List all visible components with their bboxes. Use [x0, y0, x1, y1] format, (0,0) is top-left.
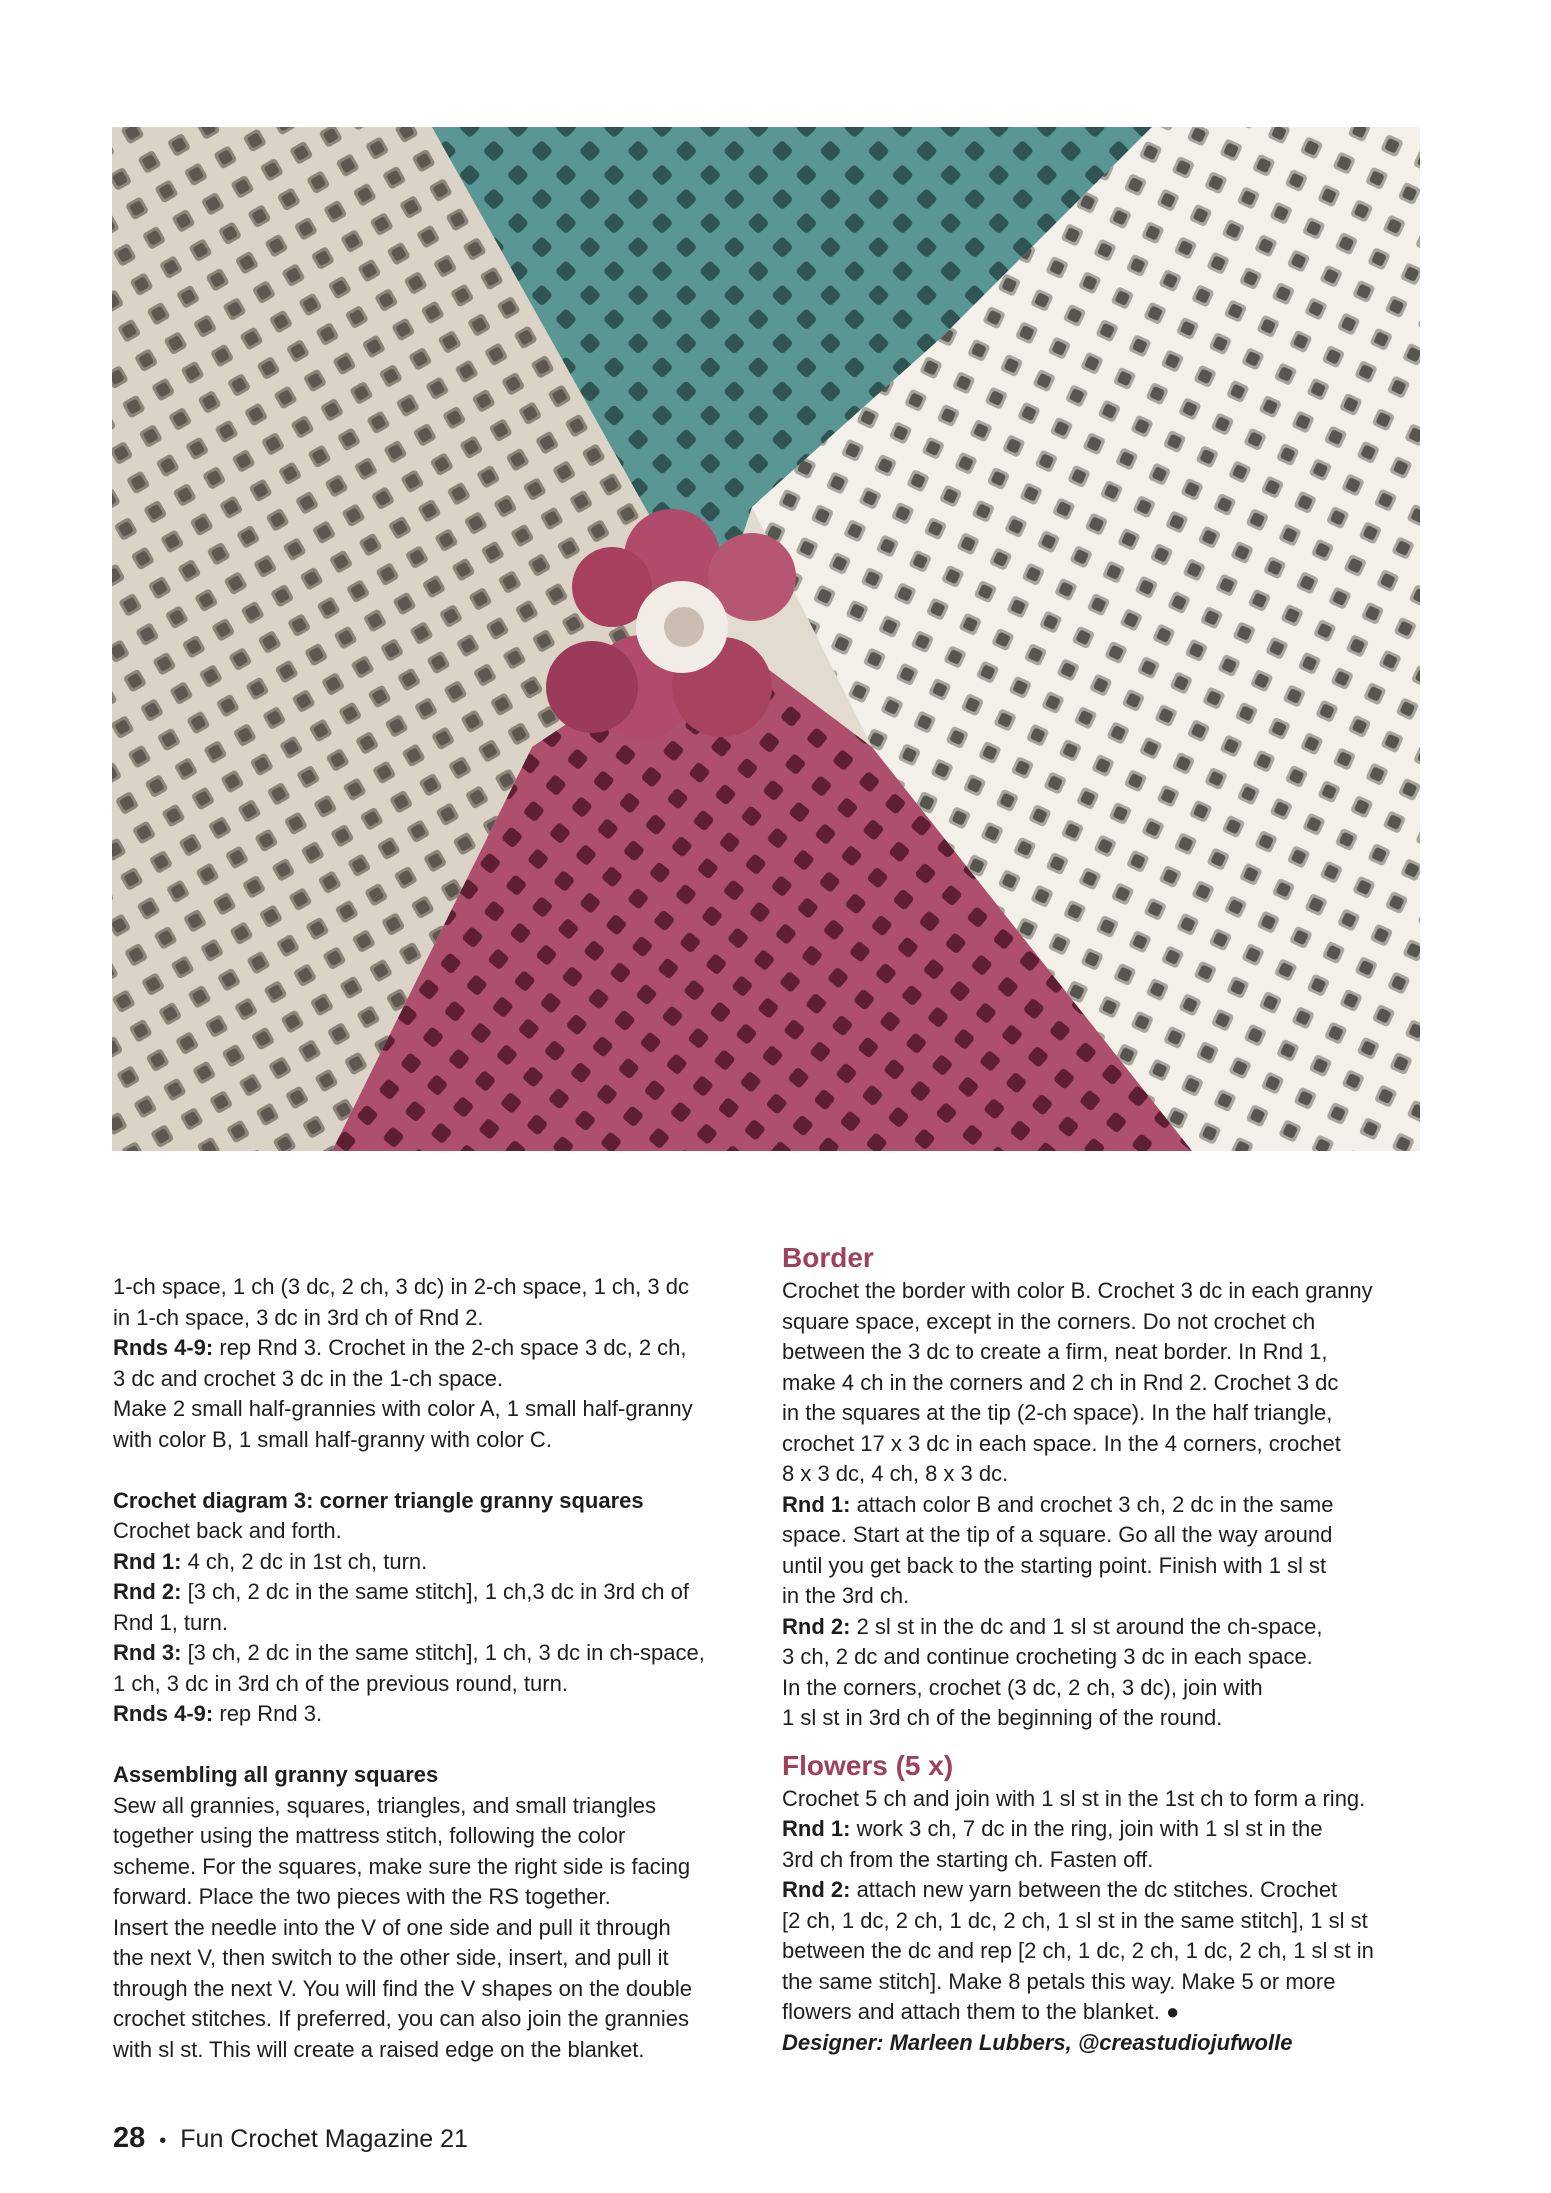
- b-rnd2: [782, 1612, 1422, 1643]
- assembling-title: Assembling all granny squares: [113, 1762, 439, 1787]
- border-line: Crochet the border with color B. Crochet 3 dc in each granny: [782, 1278, 1373, 1303]
- d3-rnd2-label: Rnd 2:: [113, 1579, 182, 1604]
- d3-rnd3: [113, 1638, 753, 1669]
- flowers-heading: Flowers (5 x): [782, 1749, 954, 1781]
- b-rnd1-text: attach color B and crochet 3 ch, 2 dc in the same: [850, 1491, 1334, 1517]
- assembling-line: Insert the needle into the V of one side and pull it through: [113, 1914, 671, 1940]
- intro-line-1: 1-ch space, 1 ch (3 dc, 2 ch, 3 dc) in 2-ch space, 1 ch, 3 dc: [113, 1274, 689, 1299]
- d3-rnds-4-9: [113, 1699, 753, 1730]
- d3-rnds-4-9-label: Rnds 4-9:: [113, 1701, 214, 1726]
- b-rnd2-cont: 1 sl st in 3rd ch of the beginning of the round.: [782, 1705, 1223, 1730]
- right-column: [782, 1240, 1422, 2058]
- flowers-intro: Crochet 5 ch and join with 1 sl st in the 1st ch to form a ring.: [782, 1785, 1366, 1811]
- assembling-line: crochet stitches. If preferred, you can also join the grannies: [113, 2006, 689, 2031]
- border-line: between the 3 dc to create a firm, neat border. In Rnd 1,: [782, 1339, 1328, 1364]
- f-rnd1: [782, 1814, 1422, 1845]
- f-rnd2: [782, 1875, 1422, 1906]
- border-line: 8 x 3 dc, 4 ch, 8 x 3 dc.: [782, 1461, 1009, 1486]
- assembling-line: Sew all grannies, squares, triangles, and small triangles: [113, 1792, 656, 1818]
- d3-rnd1-label: Rnd 1:: [113, 1548, 182, 1574]
- footer-bullet: •: [159, 2130, 167, 2152]
- magazine-name: Fun Crochet Magazine 21: [180, 2125, 468, 2153]
- b-rnd1-label: Rnd 1:: [782, 1491, 851, 1517]
- left-column: [113, 1272, 753, 2065]
- b-rnd2-text: 2 sl st in the dc and 1 sl st around the ch-space,: [850, 1613, 1323, 1639]
- f-rnd2-cont: flowers and attach them to the blanket. ●: [782, 1999, 1180, 2024]
- intro-line-2: in 1-ch space, 3 dc in 3rd ch of Rnd 2.: [113, 1304, 484, 1330]
- f-rnd1-label: Rnd 1:: [782, 1816, 851, 1841]
- assembling-line: the next V, then switch to the other side, insert, and pull it: [113, 1945, 669, 1970]
- rnds-4-9-text: rep Rnd 3. Crochet in the 2-ch space 3 dc, 2 ch,: [213, 1335, 687, 1360]
- f-rnd1-text: work 3 ch, 7 dc in the ring, join with 1 sl st in the: [850, 1816, 1323, 1841]
- d3-rnd2-cont: Rnd 1, turn.: [113, 1609, 228, 1635]
- b-rnd1-cont: in the 3rd ch.: [782, 1583, 910, 1608]
- d3-rnd1-text: 4 ch, 2 dc in 1st ch, turn.: [181, 1548, 428, 1574]
- b-rnd2-cont: 3 ch, 2 dc and continue crocheting 3 dc in each space.: [782, 1644, 1313, 1669]
- b-rnd1: [782, 1490, 1422, 1521]
- border-heading: Border: [782, 1242, 874, 1273]
- rnds-4-9-cont: 3 dc and crochet 3 dc in the 1-ch space.: [113, 1365, 504, 1391]
- page-number: 28: [113, 2122, 146, 2154]
- f-rnd1-cont: 3rd ch from the starting ch. Fasten off.: [782, 1846, 1154, 1872]
- f-rnd2-label: Rnd 2:: [782, 1877, 851, 1902]
- make-line-2: with color B, 1 small half-granny with color C.: [113, 1426, 552, 1452]
- b-rnd1-cont: space. Start at the tip of a square. Go all the way around: [782, 1522, 1333, 1547]
- f-rnd2-text: attach new yarn between the dc stitches. Crochet: [850, 1877, 1338, 1902]
- b-rnd1-cont: until you get back to the starting point. Finish with 1 sl st: [782, 1552, 1327, 1578]
- d3-rnd3-cont: 1 ch, 3 dc in 3rd ch of the previous round, turn.: [113, 1670, 568, 1696]
- f-rnd2-cont: the same stitch]. Make 8 petals this way. Make 5 or more: [782, 1968, 1336, 1994]
- border-line: square space, except in the corners. Do not crochet ch: [782, 1308, 1316, 1334]
- b-rnd2-label: Rnd 2:: [782, 1613, 851, 1639]
- designer-credit: Designer: Marleen Lubbers, @creastudiojufwolle: [782, 2029, 1293, 2055]
- d3-rnds-4-9-text: rep Rnd 3.: [213, 1701, 323, 1726]
- assembling-line: with sl st. This will create a raised edge on the blanket.: [113, 2036, 645, 2062]
- border-line: crochet 17 x 3 dc in each space. In the 4 corners, crochet: [782, 1430, 1341, 1456]
- crochet-blanket-photo: [112, 127, 1420, 1151]
- f-rnd2-cont: [2 ch, 1 dc, 2 ch, 1 dc, 2 ch, 1 sl st in the same stitch], 1 sl st: [782, 1907, 1368, 1933]
- d3-rnd2-text: [3 ch, 2 dc in the same stitch], 1 ch,3 dc in 3rd ch of: [181, 1579, 689, 1604]
- assembling-line: together using the mattress stitch, following the color: [113, 1823, 626, 1848]
- assembling-line: scheme. For the squares, make sure the right side is facing: [113, 1853, 691, 1879]
- f-rnd2-cont: between the dc and rep [2 ch, 1 dc, 2 ch, 1 dc, 2 ch, 1 sl st in: [782, 1938, 1374, 1963]
- assembling-line: forward. Place the two pieces with the RS together.: [113, 1884, 611, 1909]
- rnds-4-9-line: [113, 1333, 753, 1364]
- page-footer: [113, 2122, 468, 2155]
- diagram3-intro: Crochet back and forth.: [113, 1518, 342, 1543]
- border-line: in the squares at the tip (2-ch space). In the half triangle,: [782, 1400, 1333, 1425]
- d3-rnd2: [113, 1577, 753, 1608]
- d3-rnd1: [113, 1547, 753, 1578]
- rnds-4-9-label: Rnds 4-9:: [113, 1335, 214, 1360]
- make-line-1: Make 2 small half-grannies with color A, 1 small half-granny: [113, 1396, 693, 1421]
- diagram3-title: Crochet diagram 3: corner triangle granny squares: [113, 1487, 644, 1513]
- b-rnd2-cont: In the corners, crochet (3 dc, 2 ch, 3 dc), join with: [782, 1674, 1263, 1700]
- border-line: make 4 ch in the corners and 2 ch in Rnd 2. Crochet 3 dc: [782, 1369, 1339, 1395]
- d3-rnd3-label: Rnd 3:: [113, 1640, 182, 1665]
- d3-rnd3-text: [3 ch, 2 dc in the same stitch], 1 ch, 3 dc in ch-space,: [181, 1640, 705, 1665]
- crochet-photo-illustration: [112, 127, 1420, 1151]
- assembling-line: through the next V. You will find the V shapes on the double: [113, 1975, 692, 2001]
